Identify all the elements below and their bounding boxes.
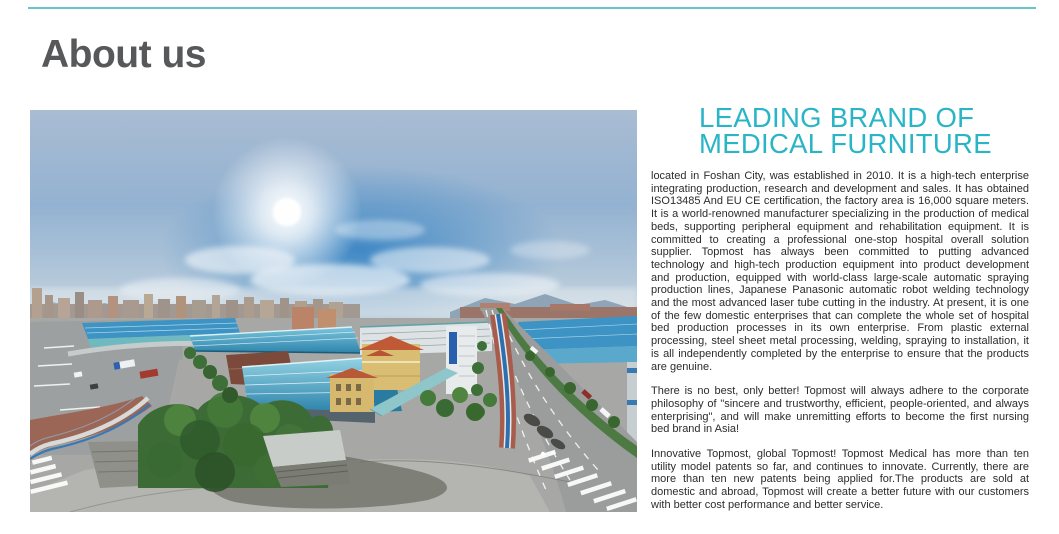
headline-line-2: MEDICAL FURNITURE [699, 128, 992, 159]
about-content-column [651, 102, 1029, 524]
factory-panorama-illustration [30, 110, 637, 512]
about-paragraph: There is no best, only better! Topmost will always adhere to the corporate philosophy of "sincere and trustworthy, efficient, people-oriented, and always enterprising", and will make unremitting efforts to become the first nursing bed brand in Asia! [651, 385, 1029, 436]
about-paragraph: Innovative Topmost, global Topmost! Topmost Medical has more than ten utility model patents so far, and continues to innovate. Currently, there are more than ten new patents being applied for.The products are sold at domestic and abroad, Topmost will create a better future with our customers with better cost performance and better service. [651, 448, 1029, 511]
headline-line-1: LEADING BRAND OF [699, 102, 975, 133]
factory-aerial-photo [30, 110, 637, 512]
page-title: About us [41, 33, 206, 76]
section-headline [699, 102, 1029, 159]
top-divider-line [28, 7, 1036, 9]
about-paragraph: located in Foshan City, was established in 2010. It is a high-tech enterprise integrating production, research and development and sales. It has obtained ISO13485 And EU CE certification, the factory area is 16,000 square meters. It is a world-renowned manufacturer specializing in the production of medical beds, supporting peripheral equipment and rehabilitation equipment. It is committed to creating a professional one-stop hospital overall solution supplier. Topmost has always been committed to putting advanced technology and high-tech production equipment into product development and production, equipped with world-class large-scale automatic spraying production lines, Japanese Panasonic automatic robot welding technology and the most advanced laser tube cutting in the industry. At present, it is one of the few domestic enterprises that can complete the whole set of hospital bed production processes in its own enterprise. From plastic external processing, steel sheet metal processing, welding, spraying to installation, it is all independently completed by the enterprise to ensure that the products are genuine. [651, 170, 1029, 373]
